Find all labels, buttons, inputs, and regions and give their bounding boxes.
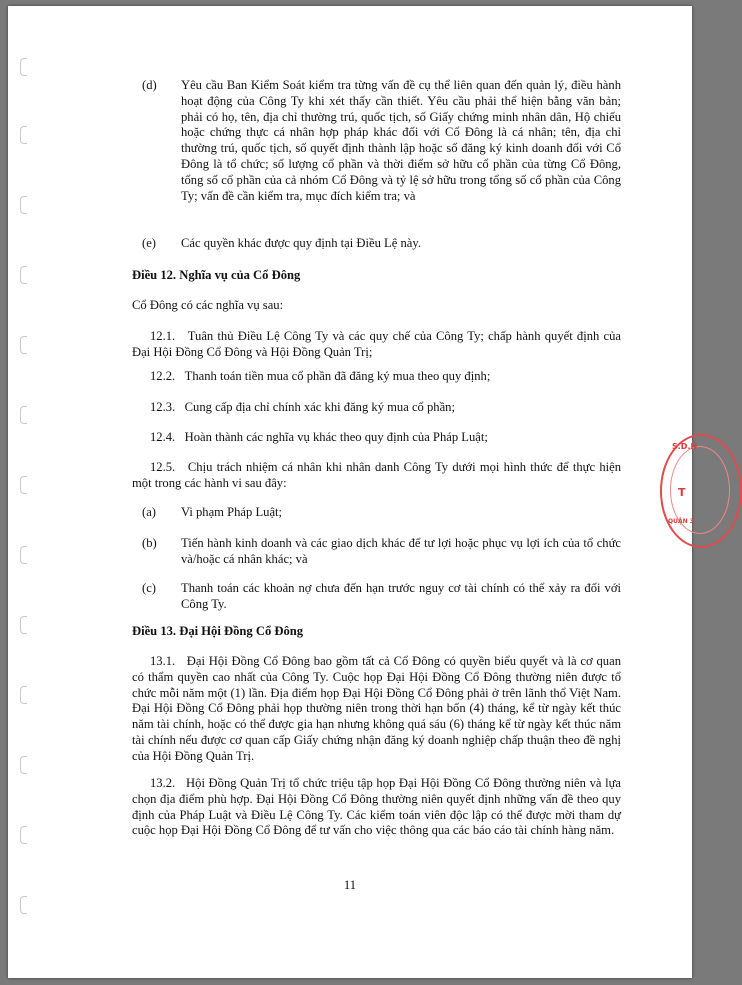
clause-text: Cung cấp địa chỉ chính xác khi đăng ký mua cổ phần; xyxy=(184,400,455,414)
binding-hole xyxy=(20,196,27,214)
clause-text: Đại Hội Đồng Cổ Đông bao gồm tất cả Cổ Đông có quyền biểu quyết và là cơ quan có thẩm quyền cao nhất của Công Ty. Cuộc họp Đại Hội Đồng Cổ Đông thường niên được tổ chức mỗi năm một (1) lần. Địa điểm họp Đại Hội Đồng Cổ Đông phải ở trên lãnh thổ Việt Nam. Đại Hội Đồng Cổ Đông phải họp thường niên trong thời hạn bốn (4) tháng, kể từ ngày kết thúc năm tài chính, hoặc có thể được gia hạn nhưng không quá sáu (6) tháng kể từ ngày kết thúc năm tài chính nếu được cơ quan cấp Giấy chứng nhận đăng ký doanh nghiệp chấp thuận theo đề nghị của Hội Đồng Quản Trị. xyxy=(132,654,621,763)
binding-hole xyxy=(20,826,27,844)
page-number: 11 xyxy=(343,878,357,892)
clause xyxy=(132,400,621,416)
binding-hole xyxy=(20,546,27,564)
item-label: (e) xyxy=(142,236,156,250)
subitem-label: (c) xyxy=(142,581,156,595)
clause xyxy=(132,430,621,446)
clause-number: 13.2. xyxy=(150,776,176,790)
binding-hole xyxy=(20,476,27,494)
binding-hole xyxy=(20,266,27,284)
binding-hole xyxy=(20,126,27,144)
binding-hole xyxy=(20,58,27,76)
binding-hole xyxy=(20,896,27,914)
stamp-fragment: QUẬN 3 xyxy=(668,518,694,525)
clause-number: 12.1. xyxy=(150,329,176,343)
clause-number: 12.5. xyxy=(150,460,176,474)
clause xyxy=(132,329,621,361)
clause-number: 12.2. xyxy=(150,369,176,383)
clause-number: 13.1. xyxy=(150,654,176,668)
clause-text: Hội Đồng Quản Trị tổ chức triệu tập họp Đại Hội Đồng Cổ Đông thường niên và lựa chọn địa điểm phù hợp. Đại Hội Đồng Cổ Đông thường niên quyết định những vấn đề theo quy định của Pháp Luật và Điều Lệ Công Ty. Các kiểm toán viên độc lập có thể được mời tham dự cuộc họp Đại Hội Đồng Cổ Đông để tư vấn cho việc thông qua các báo cáo tài chính hàng năm. xyxy=(132,776,621,838)
clause xyxy=(132,369,621,385)
item-label: (d) xyxy=(142,78,157,92)
subitem-text: Vi phạm Pháp Luật; xyxy=(181,505,283,519)
clause-text: Thanh toán tiền mua cổ phần đã đăng ký mua theo quy định; xyxy=(184,369,491,383)
clause xyxy=(132,460,621,492)
company-seal-stamp xyxy=(660,434,742,548)
clause-text: Hoàn thành các nghĩa vụ khác theo quy định của Pháp Luật; xyxy=(184,430,488,444)
subitem-text: Thanh toán các khoản nợ chưa đến hạn trước nguy cơ tài chính có thể xảy ra đối với Công Ty. xyxy=(181,581,621,611)
subitem-label: (a) xyxy=(142,505,156,519)
article-heading: Điều 13. Đại Hội Đồng Cổ Đông xyxy=(132,624,304,638)
article-heading: Điều 12. Nghĩa vụ của Cổ Đông xyxy=(132,268,301,282)
clause xyxy=(132,776,621,839)
document-page xyxy=(8,6,698,978)
item-text: Các quyền khác được quy định tại Điều Lệ này. xyxy=(181,236,421,250)
binding-hole xyxy=(20,686,27,704)
clause-text: Tuân thủ Điều Lệ Công Ty và các quy chế của Công Ty; chấp hành quyết định của Đại Hội Đồng Cổ Đông và Hội Đồng Quản Trị; xyxy=(132,329,621,359)
clause-number: 12.4. xyxy=(150,430,176,444)
subitem-label: (b) xyxy=(142,536,157,550)
binding-hole xyxy=(20,616,27,634)
stamp-fragment: T xyxy=(678,486,686,499)
binding-hole xyxy=(20,406,27,424)
clause-text: Chịu trách nhiệm cá nhân khi nhân danh Công Ty dưới mọi hình thức để thực hiện một trong các hành vi sau đây: xyxy=(132,460,621,490)
binding-hole xyxy=(20,336,27,354)
clause-number: 12.3. xyxy=(150,400,176,414)
subitem-text: Tiến hành kinh doanh và các giao dịch khác để tư lợi hoặc phục vụ lợi ích của tổ chức và/hoặc cá nhân khác; và xyxy=(181,536,621,566)
binding-hole xyxy=(20,756,27,774)
item-text: Yêu cầu Ban Kiểm Soát kiểm tra từng vấn đề cụ thể liên quan đến quản lý, điều hành hoạt động của Công Ty khi xét thấy cần thiết. Yêu cầu phải thể hiện bằng văn bản; phải có họ, tên, địa chỉ thường trú, quốc tịch, số Giấy chứng minh nhân dân, Hộ chiếu hoặc chứng thực cá nhân hợp pháp khác đối với Cổ Đông là cá nhân; tên, địa chỉ thường trú, quốc tịch, số quyết định thành lập hoặc số đăng ký kinh doanh đối với Cổ Đông là tổ chức; số lượng cổ phần và thời điểm sở hữu cổ phần của từng Cổ Đông, tổng số cổ phần của cả nhóm Cổ Đông và tỷ lệ sở hữu trong tổng số cổ phần của Công Ty; vấn đề cần kiểm tra, mục đích kiểm tra; và xyxy=(181,78,621,203)
article-intro: Cổ Đông có các nghĩa vụ sau: xyxy=(132,298,284,312)
stamp-fragment: S.D.N xyxy=(672,442,698,451)
clause xyxy=(132,654,621,765)
